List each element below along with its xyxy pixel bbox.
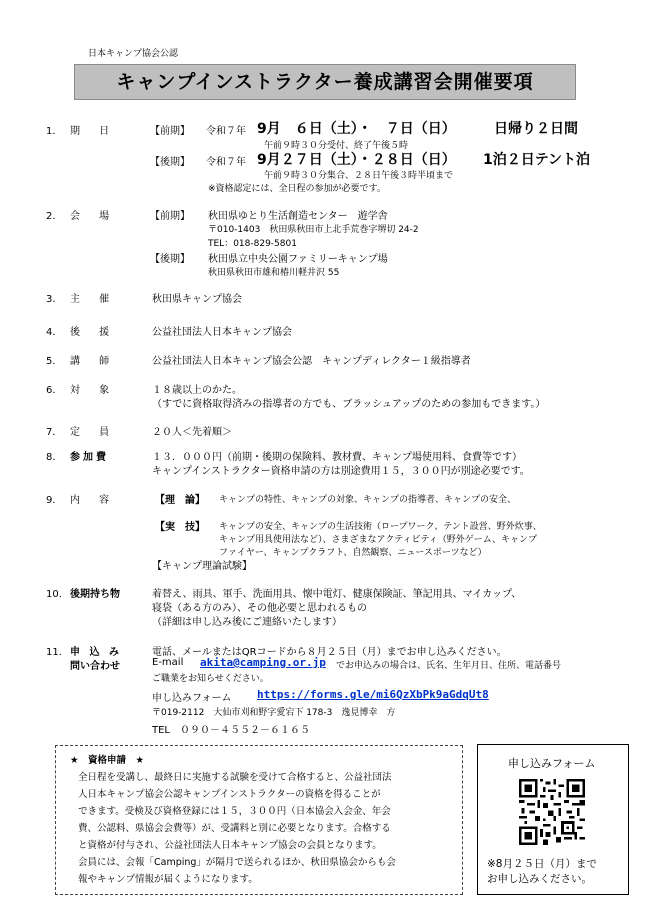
- content-theory-tag: 【理 論】: [155, 495, 205, 506]
- content-practice-line2: キャンプ用具使用法など）、さまざまなアクティビティ（野外ゲーム、キャンプ: [219, 535, 538, 545]
- notice-line: 費、公認料、県協会会費等）が、受講料と別に必要となります。合格する: [78, 823, 391, 834]
- capacity-number: 7．: [46, 427, 63, 438]
- content-exam: 【キャンプ理論試験】: [152, 561, 252, 572]
- supertitle: 日本キャンプ協会公認: [88, 49, 179, 59]
- venue-label: 会 場: [70, 211, 118, 222]
- email-label: E-mail: [152, 657, 184, 668]
- content-theory-text: キャンプの特性、キャンプの対象、キャンプの指導者、キャンプの安全、: [219, 495, 517, 505]
- apply-line1: 電話、メールまたはQRコードから８月２５日（月）までお申し込みください。: [152, 647, 507, 658]
- email-note: でお申込みの場合は、氏名、生年月日、住所、電話番号: [336, 661, 562, 671]
- page-title: キャンプインストラクター養成講習会開催要項: [74, 64, 576, 100]
- content-practice-tag: 【実 技】: [155, 522, 205, 533]
- host-number: 3．: [46, 294, 63, 305]
- target-line1: １８歳以上のかた。: [152, 385, 242, 396]
- items-line1: 着替え、雨具、軍手、洗面用具、懐中電灯、健康保険証、筆記用具、マイカップ、: [152, 589, 522, 600]
- target-line2: （すでに資格取得済みの指導者の方でも、ブラッシュアップのための参加もできます。）: [152, 399, 546, 410]
- apply-label: 申 込 み: [70, 647, 122, 658]
- form-link[interactable]: https://forms.gle/mi6QzXbPk9aGdqUt8: [257, 688, 489, 701]
- content-label: 内 容: [70, 495, 118, 506]
- content-practice-line1: キャンプの安全、キャンプの生活技術（ロープワーク、テント設営、野外炊事、: [219, 522, 542, 532]
- venue-early-address: 〒010-1403 秋田県秋田市上北手荒巻字堺切 24-2: [208, 225, 419, 235]
- notice-line: できます。受検及び資格登録には１５，３００円（日本協会入会金、年会: [78, 806, 391, 817]
- host-label: 主 催: [70, 294, 118, 305]
- dates-late-tag: 【後期】: [150, 157, 190, 168]
- dates-early-suffix: 日帰り２日間: [494, 121, 578, 137]
- apply-number: 11．: [46, 647, 69, 658]
- dates-label: 期 日: [70, 126, 118, 137]
- qr-title: 申し込みフォーム: [508, 757, 596, 770]
- form-label: 申し込みフォーム: [152, 693, 232, 704]
- qr-box: [477, 744, 629, 895]
- apply-line3: ご職業をお知らせください。: [152, 674, 269, 684]
- fee-line2: キャンプインストラクター資格申請の方は別途費用１５，３００円が別途必要です。: [152, 466, 530, 477]
- notice-title: ★ 資格申請 ★: [70, 755, 145, 766]
- qr-note-1: ※8月２５日（月）まで: [487, 858, 597, 870]
- fee-line1: １３．０００円（前期・後期の保険料、教材費、キャンプ場使用料、食費等です）: [152, 452, 522, 463]
- capacity-label: 定 員: [70, 427, 118, 438]
- notice-line: 報やキャンプ情報が届くようになります。: [78, 874, 258, 885]
- support-value: 公益社団法人日本キャンプ協会: [152, 327, 292, 338]
- items-line3: （詳細は申し込み後にご連絡いたします）: [152, 617, 342, 628]
- apply-tel: TEL ０９０－４５５２－６１６５: [152, 725, 310, 736]
- notice-line: 人日本キャンプ協会公認キャンプインストラクターの資格を得ることが: [78, 789, 381, 800]
- dates-late-era: 令和７年: [206, 157, 246, 168]
- qr-code-icon[interactable]: [519, 779, 585, 845]
- qualification-notice: [55, 745, 463, 895]
- dates-early-era: 令和７年: [206, 126, 246, 137]
- host-value: 秋田県キャンプ協会: [152, 294, 242, 305]
- target-label: 対 象: [70, 385, 118, 396]
- venue-early-tel: TEL：018-829-5801: [208, 239, 297, 249]
- support-number: 4．: [46, 327, 63, 338]
- notice-line: と資格が付与され、公益社団法人日本キャンプ協会の会員となります。: [78, 840, 382, 851]
- items-line2: 寝袋（ある方のみ）、その他必要と思われるもの: [152, 603, 367, 614]
- capacity-value: ２０人＜先着順＞: [152, 427, 232, 438]
- dates-late-note: 午前９時３０分集合、２８日午後３時半頃まで: [264, 171, 454, 181]
- items-label: 後期持ち物: [70, 589, 120, 600]
- venue-early-name: 秋田県ゆとり生活創造センター 遊学舎: [208, 211, 388, 222]
- email-link[interactable]: akita@camping.or.jp: [200, 656, 326, 669]
- venue-late-tag: 【後期】: [150, 254, 190, 265]
- fee-label: 参加費: [70, 452, 109, 463]
- content-practice-line3: ファイヤー、キャンプクラフト、自然観察、ニュースポーツなど）: [219, 548, 487, 558]
- items-number: 10．: [46, 589, 69, 600]
- support-label: 後 援: [70, 327, 118, 338]
- fee-number: 8．: [46, 452, 63, 463]
- notice-line: 会員には、会報「Camping」が隔月で送られるほか、秋田県協会からも会: [78, 857, 396, 868]
- venue-late-name: 秋田県立中央公園ファミリーキャンプ場: [208, 254, 388, 265]
- dates-number: 1．: [46, 126, 63, 137]
- apply-address: 〒019-2112 大仙市刈和野字愛宕下 178-3 逸見博幸 方: [152, 708, 396, 718]
- qr-note-2: お申し込みください。: [487, 873, 592, 885]
- venue-late-address: 秋田県秋田市雄和椿川軽井沢 55: [208, 268, 340, 278]
- notice-line: 全日程を受講し、最終日に実施する試験を受けて合格すると、公益社団法: [78, 772, 392, 783]
- instructor-value: 公益社団法人日本キャンプ協会公認 キャンプディレクター１級指導者: [152, 356, 471, 367]
- dates-early-days: 9月 ６日（土）・ ７日（日）: [257, 121, 456, 137]
- dates-late-days: 9月２７日（土）・２８日（日）: [257, 152, 456, 168]
- target-number: 6．: [46, 385, 63, 396]
- venue-early-tag: 【前期】: [150, 211, 190, 222]
- inquiry-label: 問い合わせ: [70, 661, 120, 672]
- dates-early-tag: 【前期】: [150, 126, 190, 137]
- dates-late-suffix: 1泊２日テント泊: [483, 152, 591, 168]
- certification-note: ※資格認定には、全日程の参加が必要です。: [208, 184, 386, 194]
- dates-early-note: 午前９時３０分受付、終了午後５時: [264, 141, 409, 151]
- content-number: 9．: [46, 495, 63, 506]
- instructor-label: 講 師: [70, 356, 118, 367]
- venue-number: 2．: [46, 211, 63, 222]
- instructor-number: 5．: [46, 356, 63, 367]
